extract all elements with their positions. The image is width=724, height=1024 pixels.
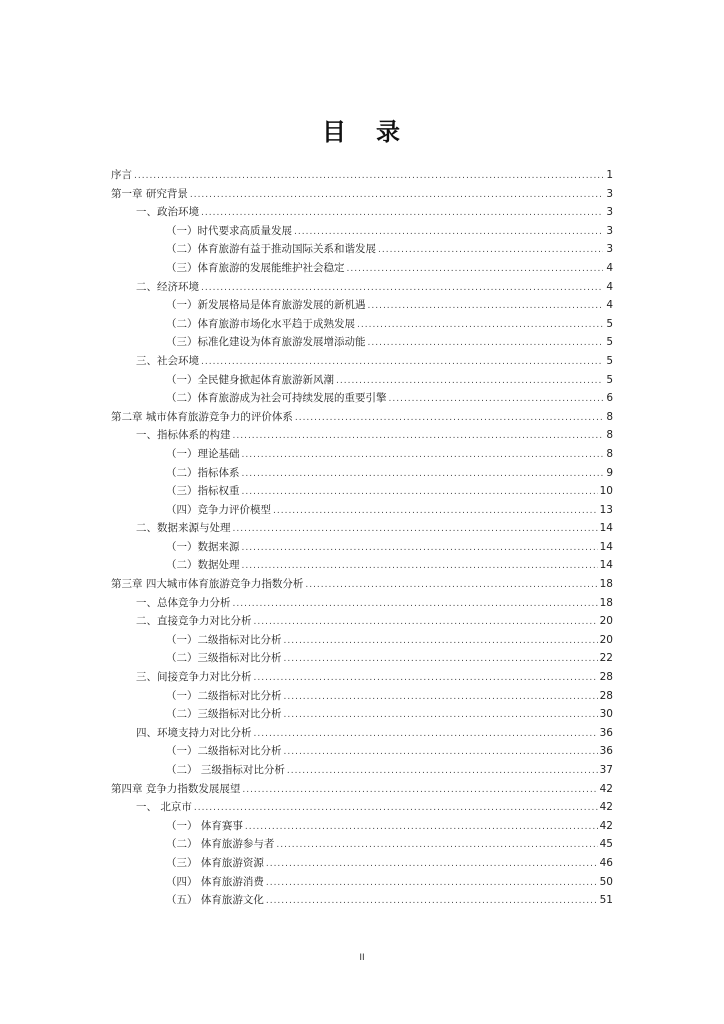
toc-entry-page: 28 bbox=[599, 689, 613, 702]
dot-leader bbox=[389, 390, 604, 409]
table-of-contents bbox=[111, 166, 613, 910]
dot-leader bbox=[357, 316, 603, 335]
toc-entry-page: 14 bbox=[599, 540, 613, 553]
toc-entry[interactable] bbox=[111, 501, 613, 520]
toc-entry-title: 二、经济环境 bbox=[136, 280, 199, 293]
toc-entry-title: （一）全民健身掀起体育旅游新风潮 bbox=[166, 373, 334, 386]
toc-entry[interactable] bbox=[111, 705, 613, 724]
dot-leader bbox=[266, 892, 598, 911]
dot-leader bbox=[284, 632, 598, 651]
dot-leader bbox=[336, 372, 603, 391]
dot-leader bbox=[273, 502, 598, 521]
toc-entry-page: 13 bbox=[599, 503, 613, 516]
toc-entry-page: 5 bbox=[606, 373, 613, 386]
toc-entry[interactable] bbox=[111, 594, 613, 613]
toc-entry-page: 10 bbox=[599, 485, 613, 498]
toc-entry[interactable] bbox=[111, 426, 613, 445]
dot-leader bbox=[134, 167, 603, 186]
dot-leader bbox=[245, 818, 598, 837]
dot-leader bbox=[242, 557, 598, 576]
dot-leader bbox=[233, 427, 604, 446]
toc-entry-title: 一、 北京市 bbox=[136, 801, 192, 814]
dot-leader bbox=[201, 204, 603, 223]
toc-entry[interactable] bbox=[111, 389, 613, 408]
toc-entry-page: 8 bbox=[606, 447, 613, 460]
toc-entry-title: （一）数据来源 bbox=[166, 540, 240, 553]
toc-entry-page: 51 bbox=[599, 894, 613, 907]
toc-entry-title: （三）体育旅游的发展能维护社会稳定 bbox=[166, 261, 345, 274]
dot-leader bbox=[284, 706, 598, 725]
toc-entry-page: 42 bbox=[599, 782, 613, 795]
dot-leader bbox=[242, 483, 598, 502]
toc-entry-title: 二、数据来源与处理 bbox=[136, 522, 231, 535]
toc-entry[interactable] bbox=[111, 612, 613, 631]
toc-entry-title: 三、间接竞争力对比分析 bbox=[136, 671, 252, 684]
dot-leader bbox=[305, 576, 597, 595]
dot-leader bbox=[295, 409, 603, 428]
dot-leader bbox=[233, 520, 598, 539]
toc-entry-title: （四） 体育旅游消费 bbox=[166, 875, 264, 888]
toc-entry-page: 3 bbox=[606, 224, 613, 237]
toc-entry[interactable] bbox=[111, 649, 613, 668]
dot-leader bbox=[201, 279, 603, 298]
toc-entry-title: （二） 三级指标对比分析 bbox=[166, 764, 285, 776]
toc-entry-page: 5 bbox=[606, 317, 613, 330]
toc-entry[interactable] bbox=[111, 482, 613, 501]
dot-leader bbox=[194, 799, 598, 818]
toc-entry-title: （二）体育旅游成为社会可持续发展的重要引擎 bbox=[166, 392, 387, 405]
toc-entry-title: （一） 体育赛事 bbox=[166, 819, 243, 832]
toc-entry[interactable] bbox=[111, 687, 613, 706]
toc-entry[interactable] bbox=[111, 835, 613, 854]
dot-leader bbox=[242, 446, 604, 465]
toc-entry-page: 18 bbox=[599, 578, 613, 591]
page-number: II bbox=[359, 953, 365, 963]
toc-entry[interactable] bbox=[111, 166, 613, 185]
toc-entry[interactable] bbox=[111, 519, 613, 538]
toc-entry-page: 14 bbox=[599, 559, 613, 572]
toc-entry-page: 36 bbox=[599, 745, 613, 758]
toc-entry-title: 一、总体竞争力分析 bbox=[136, 596, 231, 609]
toc-entry[interactable] bbox=[111, 203, 613, 222]
toc-entry-page: 8 bbox=[606, 429, 613, 442]
toc-entry[interactable] bbox=[111, 817, 613, 836]
toc-entry-title: （二）三级指标对比分析 bbox=[166, 652, 282, 665]
toc-entry[interactable] bbox=[111, 798, 613, 817]
toc-entry-page: 50 bbox=[599, 875, 613, 888]
toc-entry-title: 第一章 研究背景 bbox=[111, 187, 188, 200]
toc-entry-page: 45 bbox=[599, 838, 613, 851]
toc-entry-title: （二）数据处理 bbox=[166, 559, 240, 572]
toc-entry-title: 一、指标体系的构建 bbox=[136, 429, 231, 442]
toc-entry[interactable] bbox=[111, 556, 613, 575]
toc-entry-page: 42 bbox=[599, 801, 613, 814]
dot-leader bbox=[254, 669, 598, 688]
toc-entry-page: 28 bbox=[599, 671, 613, 684]
toc-entry-title: 第二章 城市体育旅游竞争力的评价体系 bbox=[111, 410, 293, 423]
toc-entry-title: （一）二级指标对比分析 bbox=[166, 689, 282, 702]
toc-entry-title: 三、社会环境 bbox=[136, 354, 199, 367]
toc-entry-title: （一）时代要求高质量发展 bbox=[166, 224, 292, 237]
toc-entry-page: 36 bbox=[599, 726, 613, 739]
toc-entry[interactable] bbox=[111, 222, 613, 241]
dot-leader bbox=[276, 836, 597, 855]
dot-leader bbox=[190, 186, 603, 205]
toc-entry-title: （一）新发展格局是体育旅游发展的新机遇 bbox=[166, 299, 366, 312]
toc-entry[interactable] bbox=[111, 315, 613, 334]
toc-entry[interactable] bbox=[111, 631, 613, 650]
toc-entry-page: 22 bbox=[599, 652, 613, 665]
toc-entry[interactable] bbox=[111, 742, 613, 761]
dot-leader bbox=[368, 334, 604, 353]
toc-entry-page: 18 bbox=[599, 596, 613, 609]
toc-entry-page: 5 bbox=[606, 354, 613, 367]
toc-entry-page: 4 bbox=[606, 261, 613, 274]
toc-entry[interactable] bbox=[111, 371, 613, 390]
toc-entry-title: （三）指标权重 bbox=[166, 485, 240, 498]
toc-entry[interactable] bbox=[111, 780, 613, 799]
toc-entry-title: （四）竞争力评价模型 bbox=[166, 503, 271, 516]
dot-leader bbox=[284, 650, 598, 669]
toc-entry[interactable] bbox=[111, 333, 613, 352]
toc-entry-title: （二） 体育旅游参与者 bbox=[166, 838, 275, 851]
toc-entry[interactable] bbox=[111, 296, 613, 315]
toc-entry-title: （二）指标体系 bbox=[166, 466, 240, 479]
toc-entry-page: 20 bbox=[599, 633, 613, 646]
toc-entry[interactable] bbox=[111, 854, 613, 873]
toc-entry[interactable] bbox=[111, 185, 613, 204]
toc-entry-title: （三）标准化建设为体育旅游发展增添动能 bbox=[166, 336, 366, 349]
toc-entry-page: 14 bbox=[599, 522, 613, 535]
dot-leader bbox=[368, 297, 604, 316]
toc-entry-page: 3 bbox=[606, 206, 613, 219]
toc-entry-title: 第四章 竞争力指数发展展望 bbox=[111, 782, 241, 795]
toc-entry-page: 42 bbox=[599, 819, 613, 832]
toc-entry[interactable] bbox=[111, 575, 613, 594]
toc-entry[interactable] bbox=[111, 724, 613, 743]
toc-entry-title: （一）二级指标对比分析 bbox=[166, 633, 282, 646]
dot-leader bbox=[201, 353, 603, 372]
toc-entry[interactable] bbox=[111, 259, 613, 278]
toc-entry-title: （二）体育旅游有益于推动国际关系和谐发展 bbox=[166, 243, 376, 256]
dot-leader bbox=[284, 743, 598, 762]
dot-leader bbox=[233, 595, 598, 614]
toc-entry[interactable] bbox=[111, 464, 613, 483]
toc-entry-title: （三） 体育旅游资源 bbox=[166, 856, 264, 869]
toc-entry-page: 37 bbox=[599, 764, 613, 776]
toc-entry-title: 序言 bbox=[111, 169, 132, 181]
title-char-1: 目 bbox=[322, 117, 348, 146]
toc-entry-title: （二）体育旅游市场化水平趋于成熟发展 bbox=[166, 317, 355, 330]
toc-entry-page: 46 bbox=[599, 856, 613, 869]
toc-entry-title: 二、直接竞争力对比分析 bbox=[136, 615, 252, 628]
dot-leader bbox=[266, 874, 598, 893]
toc-entry-title: 一、政治环境 bbox=[136, 206, 199, 219]
dot-leader bbox=[254, 613, 598, 632]
toc-entry-page: 30 bbox=[599, 708, 613, 721]
toc-entry-page: 1 bbox=[606, 169, 613, 181]
toc-entry[interactable] bbox=[111, 538, 613, 557]
toc-entry-page: 6 bbox=[606, 392, 613, 405]
dot-leader bbox=[347, 260, 604, 279]
dot-leader bbox=[378, 241, 603, 260]
toc-entry-title: （五） 体育旅游文化 bbox=[166, 894, 264, 907]
dot-leader bbox=[242, 781, 597, 800]
toc-entry[interactable] bbox=[111, 445, 613, 464]
dot-leader bbox=[294, 223, 603, 242]
toc-entry[interactable] bbox=[111, 873, 613, 892]
title-char-2: 录 bbox=[376, 117, 402, 146]
toc-entry-page: 3 bbox=[606, 187, 613, 200]
toc-entry-page: 4 bbox=[606, 299, 613, 312]
toc-entry[interactable] bbox=[111, 668, 613, 687]
dot-leader bbox=[242, 539, 598, 558]
page-title bbox=[0, 112, 724, 147]
toc-entry-page: 5 bbox=[606, 336, 613, 349]
toc-entry-title: （二）三级指标对比分析 bbox=[166, 708, 282, 721]
toc-entry[interactable] bbox=[111, 240, 613, 259]
toc-entry-title: 第三章 四大城市体育旅游竞争力指数分析 bbox=[111, 578, 304, 591]
dot-leader bbox=[254, 725, 598, 744]
toc-entry[interactable] bbox=[111, 761, 613, 780]
toc-entry[interactable] bbox=[111, 891, 613, 910]
dot-leader bbox=[284, 688, 598, 707]
toc-entry-page: 4 bbox=[606, 280, 613, 293]
dot-leader bbox=[242, 465, 604, 484]
toc-entry-title: 四、环境支持力对比分析 bbox=[136, 726, 252, 739]
dot-leader bbox=[266, 855, 598, 874]
toc-entry-page: 8 bbox=[606, 410, 613, 423]
toc-entry[interactable] bbox=[111, 278, 613, 297]
dot-leader bbox=[287, 762, 598, 781]
toc-entry-page: 3 bbox=[606, 243, 613, 256]
toc-entry-title: （一）二级指标对比分析 bbox=[166, 745, 282, 758]
toc-entry-page: 20 bbox=[599, 615, 613, 628]
toc-entry-page: 9 bbox=[606, 466, 613, 479]
toc-entry[interactable] bbox=[111, 408, 613, 427]
toc-entry[interactable] bbox=[111, 352, 613, 371]
toc-entry-title: （一）理论基础 bbox=[166, 447, 240, 460]
